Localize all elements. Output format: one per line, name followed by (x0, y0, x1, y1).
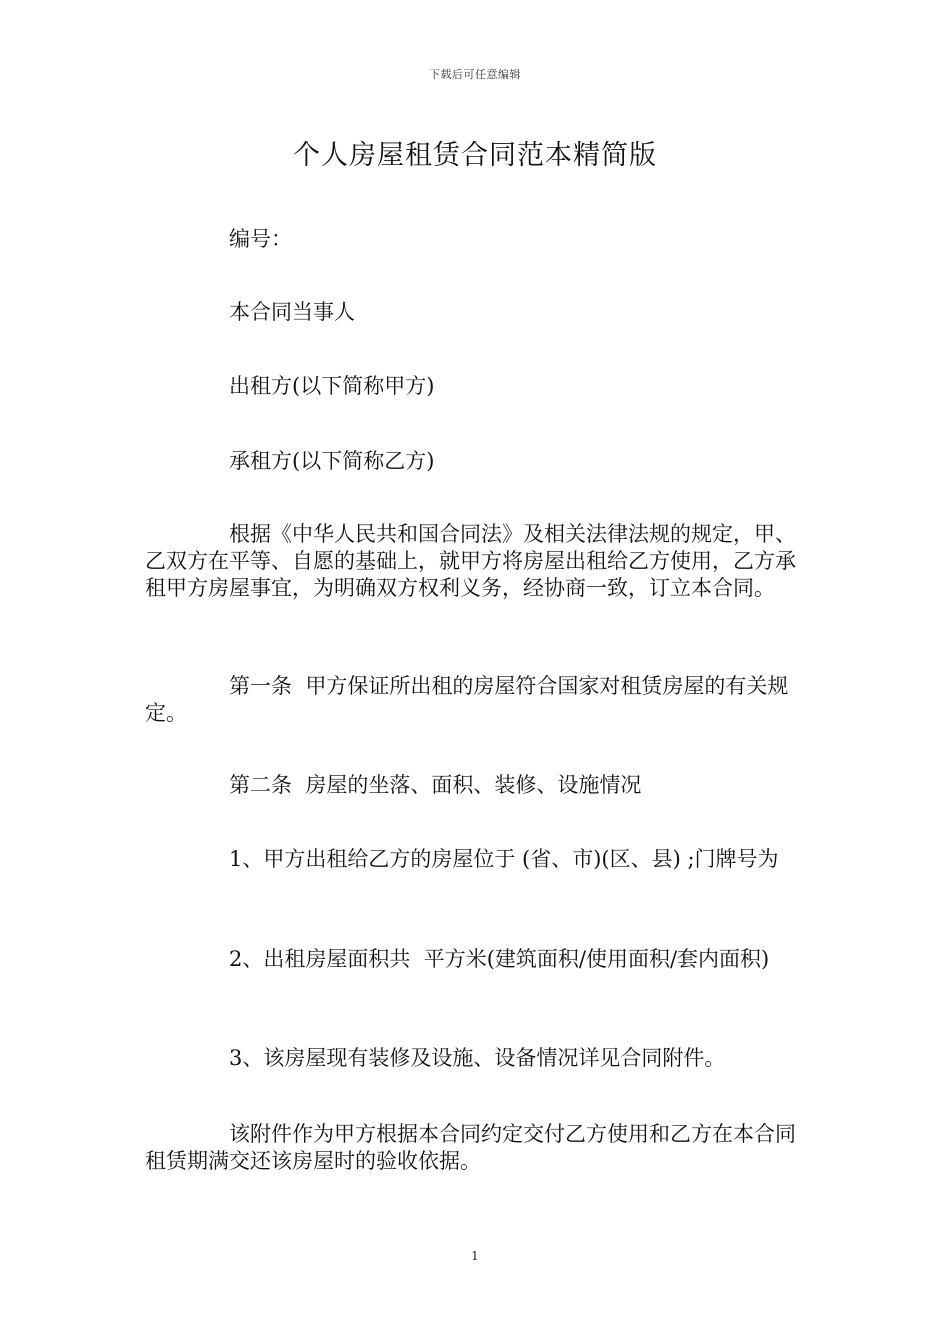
article-one-paragraph: 第一条 甲方保证所出租的房屋符合国家对租赁房屋的有关规定。 (145, 674, 789, 725)
clause-facilities: 3、该房屋现有装修及设施、设备情况详见合同附件。 (229, 1046, 726, 1070)
document-title: 个人房屋租赁合同范本精简版 (293, 140, 657, 171)
page-header: 下载后可任意编辑 (429, 68, 521, 81)
contract-number-label: 编号： (229, 227, 292, 251)
clause-location: 1、甲方出租给乙方的房屋位于 (省、市)(区、县) ;门牌号为 (229, 847, 779, 871)
article-two-heading: 第二条 房屋的坐落、面积、装修、设施情况 (229, 773, 642, 797)
clause-area: 2、出租房屋面积共 平方米(建筑面积/使用面积/套内面积) (229, 947, 770, 971)
lessee-line: 承租方(以下简称乙方) (229, 449, 435, 473)
lessor-line: 出租方(以下简称甲方) (229, 374, 435, 398)
parties-heading: 本合同当事人 (229, 300, 355, 324)
page-number: 1 (471, 1249, 479, 1263)
attachment-paragraph: 该附件作为甲方根据本合同约定交付乙方使用和乙方在本合同租赁期满交还该房屋时的验收依据。 (145, 1122, 796, 1173)
preamble-paragraph: 根据《中华人民共和国合同法》及相关法律法规的规定，甲、乙双方在平等、自愿的基础上，就甲方将房屋出租给乙方使用，乙方承租甲方房屋事宜，为明确双方权利义务，经协商一致，订立本合同。 (145, 522, 796, 600)
